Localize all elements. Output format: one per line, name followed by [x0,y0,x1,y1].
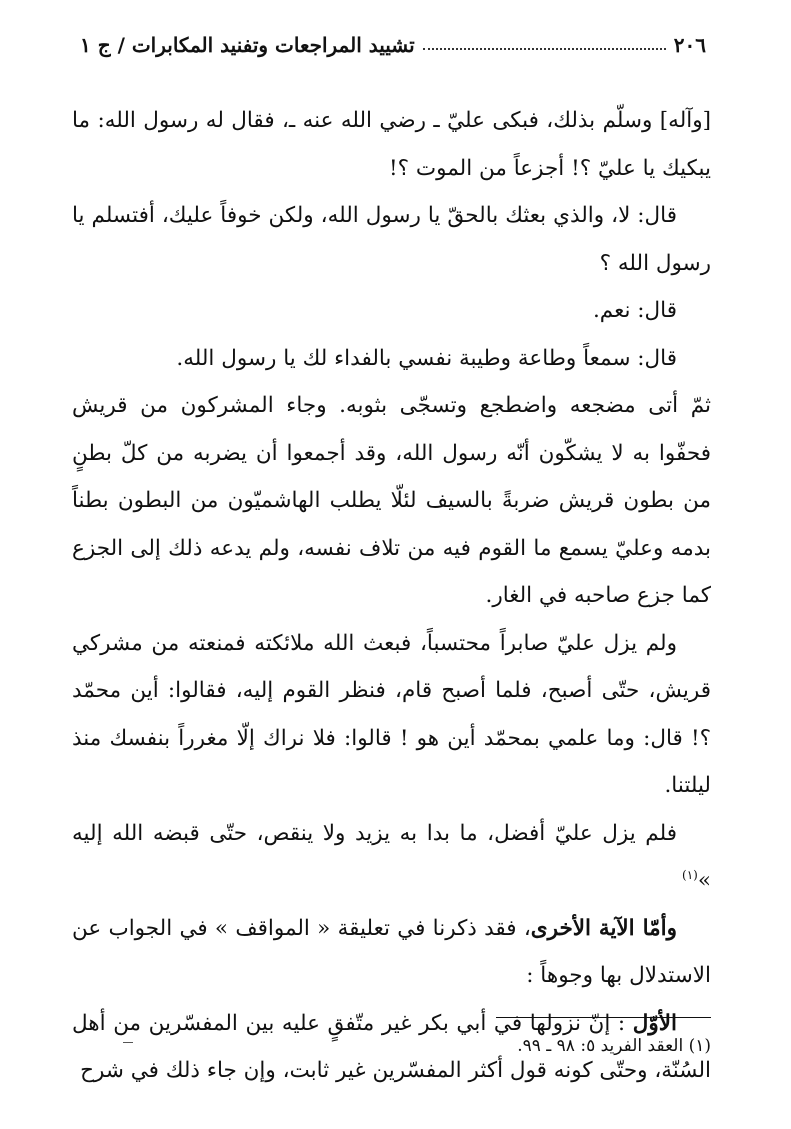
footnote-reference: (١) [682,867,698,882]
paragraph-text: ولم يزل عليّ صابراً محتسباً، فبعث الله ملائكته فمنعته من مشركي قريش، حتّى أصبح، فلما أصبح قام، فنظر القوم إليه، فقالوا: أين محمّد ؟! قال: وما علمي بمحمّد أين هو ! قالوا: فلا نراك إلّا مغرراً بنفسك منذ ليلتنا. [72,630,711,798]
paragraph-text: فلم يزل عليّ أفضل، ما بدا به يزيد ولا ينقص، حتّى قبضه الله إليه » [72,820,711,893]
paragraph-text: : إنّ نزولها في أبي بكر غير متّفقٍ عليه بين المفسّرين من أهل السُنّة، وحتّى كونه قول أكثر المفسّرين غير ثابت، وإن جاء ذلك في شرح [72,1010,711,1083]
main-text [72,97,711,1095]
page-number: ٢٠٦ [673,33,706,57]
paragraph [72,287,711,335]
paragraph-text: قال: سمعاً وطاعة وطيبة نفسي بالفداء لك يا رسول الله. [176,345,677,371]
paragraph [72,97,711,192]
paragraph-text: [وآله] وسلّم بذلك، فبكى عليّ ـ رضي الله عنه ـ، فقال له رسول الله: ما يبكيك يا عليّ ؟! أجزعاً من الموت ؟! [72,108,711,181]
paragraph [72,810,711,905]
paragraph [72,905,711,1000]
footnote-text: (١) العقد الفريد ٥: ٩٨ ـ ٩٩. [517,1036,711,1056]
footnote-separator [496,1017,711,1018]
header-leader-dots [423,48,666,50]
paragraph-lead: الأوّل [632,1010,677,1036]
paragraph [72,335,711,383]
paragraph-lead: وأمّا الآية الأخرى [530,915,677,941]
paragraph-text: ثمّ أتى مضجعه واضطجع وتسجّى بثوبه. وجاء المشركون من قريش فحفّوا به لا يشكّون أنّه رسول الله، وقد أجمعوا أن يضربه من كلّ بطنٍ من بطون قريش ضربةً بالسيف لئلّا يطلب الهاشميّون من البطون بطناً بدمه وعليّ يسمع ما القوم فيه من تلاف نفسه، ولم يدعه ذلك إلى الجزع كما جزع صاحبه في الغار. [72,393,711,608]
paragraph-text: قال: لا، والذي بعثك بالحقّ يا رسول الله، ولكن خوفاً عليك، أفتسلم يا رسول الله ؟ [72,203,711,276]
footnote [80,1033,711,1059]
paragraph [72,192,711,287]
paragraph [72,382,711,620]
book-title: تشييد المراجعات وتفنيد المكابرات / ج ١ [80,33,415,57]
paragraph-text: ، فقد ذكرنا في تعليقة « المواقف » في الجواب عن الاستدلال بها وجوهاً : [72,915,711,988]
running-header [80,30,706,60]
paragraph [72,620,711,810]
margin-mark [123,1042,133,1043]
paragraph-text: قال: نعم. [592,298,677,323]
